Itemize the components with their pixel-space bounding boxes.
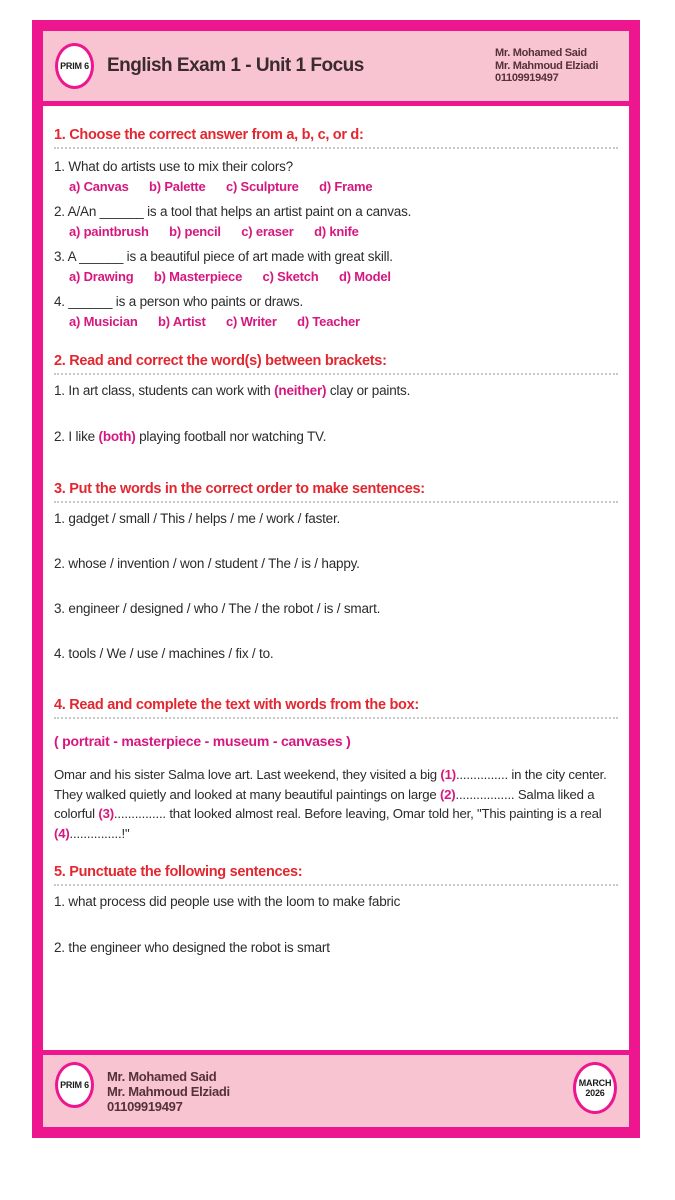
prim6-badge-footer <box>55 1062 94 1108</box>
header-teacher-info <box>495 47 617 85</box>
divider-dotted <box>54 373 618 375</box>
punctuate-item-1: 1. what process did people use with the loom to make fabric <box>54 894 401 909</box>
option-d: d) knife <box>314 224 359 239</box>
question-3: 3. A ______ is a beautiful piece of art made with great skill. <box>54 249 393 264</box>
date-badge <box>573 1062 617 1114</box>
option-b: b) pencil <box>169 224 221 239</box>
teacher-name-2: Mr. Mahmoud Elziadi <box>495 59 599 72</box>
option-a: a) paintbrush <box>69 224 149 239</box>
option-c: c) Sketch <box>262 269 319 284</box>
reading-passage: Omar and his sister Salma love art. Last weekend, they visited a big (1)............... in the city center. They walked quietly and looked at many beautiful paintings on large (2)................. Salma liked a colorful (3)............... that looked almost real. Before leaving, Omar told her, "This painting is a real (4)...............!" <box>54 767 607 841</box>
option-d: d) Frame <box>319 179 373 194</box>
page-title: English Exam 1 - Unit 1 Focus <box>107 55 364 76</box>
teacher-phone: 01109919497 <box>107 1099 183 1114</box>
option-d: d) Teacher <box>297 314 360 329</box>
teacher-name-1: Mr. Mohamed Said <box>495 47 587 60</box>
prim6-badge <box>55 43 94 89</box>
word-box: ( portrait - masterpiece - museum - canvases ) <box>54 733 351 749</box>
section-1-title: 1. Choose the correct answer from a, b, c, or d: <box>54 127 364 143</box>
prim6-badge-label: PRIM 6 <box>60 61 89 71</box>
date-month: MARCH <box>578 1078 612 1088</box>
option-c: c) Sculpture <box>225 179 299 194</box>
section-2-title: 2. Read and correct the word(s) between brackets: <box>54 353 387 369</box>
divider-dotted <box>54 884 618 886</box>
prim6-badge-label: PRIM 6 <box>60 1080 89 1090</box>
reorder-item-2: 2. whose / invention / won / student / The / is / happy. <box>54 556 360 571</box>
footer <box>43 1050 629 1127</box>
question-2-options <box>69 224 618 239</box>
question-4: 4. ______ is a person who paints or draws. <box>54 294 304 309</box>
option-c: c) eraser <box>241 224 294 239</box>
teacher-name-1: Mr. Mohamed Said <box>107 1069 217 1084</box>
option-c: c) Writer <box>226 314 277 329</box>
header <box>43 31 629 106</box>
option-d: d) Model <box>338 269 391 284</box>
question-4-options <box>69 314 618 329</box>
correct-item-2: 2. I like (both) playing football nor watching TV. <box>54 429 327 444</box>
question-2: 2. A/An ______ is a tool that helps an artist paint on a canvas. <box>54 204 412 219</box>
question-1-options <box>69 179 618 194</box>
question-3-options <box>69 269 618 284</box>
option-a: a) Drawing <box>69 269 134 284</box>
date-year: 2026 <box>585 1088 605 1098</box>
option-a: a) Canvas <box>69 179 129 194</box>
option-a: a) Musician <box>69 314 138 329</box>
footer-teacher-info <box>107 1069 230 1114</box>
punctuate-item-2: 2. the engineer who designed the robot is smart <box>54 940 330 955</box>
section-5-title: 5. Punctuate the following sentences: <box>54 864 303 880</box>
option-b: b) Masterpiece <box>153 269 243 284</box>
section-4-title: 4. Read and complete the text with words from the box: <box>54 697 419 713</box>
divider-dotted <box>54 717 618 719</box>
reorder-item-3: 3. engineer / designed / who / The / the robot / is / smart. <box>54 601 381 616</box>
correct-item-1: 1. In art class, students can work with (neither) clay or paints. <box>54 383 411 398</box>
option-b: b) Palette <box>149 179 206 194</box>
section-3-title: 3. Put the words in the correct order to make sentences: <box>54 481 425 497</box>
reorder-item-4: 4. tools / We / use / machines / fix / to. <box>54 646 274 661</box>
reorder-item-1: 1. gadget / small / This / helps / me / work / faster. <box>54 511 341 526</box>
exam-body <box>43 106 629 1050</box>
divider-dotted <box>54 147 618 149</box>
option-b: b) Artist <box>158 314 206 329</box>
question-1: 1. What do artists use to mix their colors? <box>54 159 293 174</box>
teacher-phone: 01109919497 <box>495 72 559 85</box>
teacher-name-2: Mr. Mahmoud Elziadi <box>107 1084 230 1099</box>
divider-dotted <box>54 501 618 503</box>
page-frame <box>32 20 640 1138</box>
